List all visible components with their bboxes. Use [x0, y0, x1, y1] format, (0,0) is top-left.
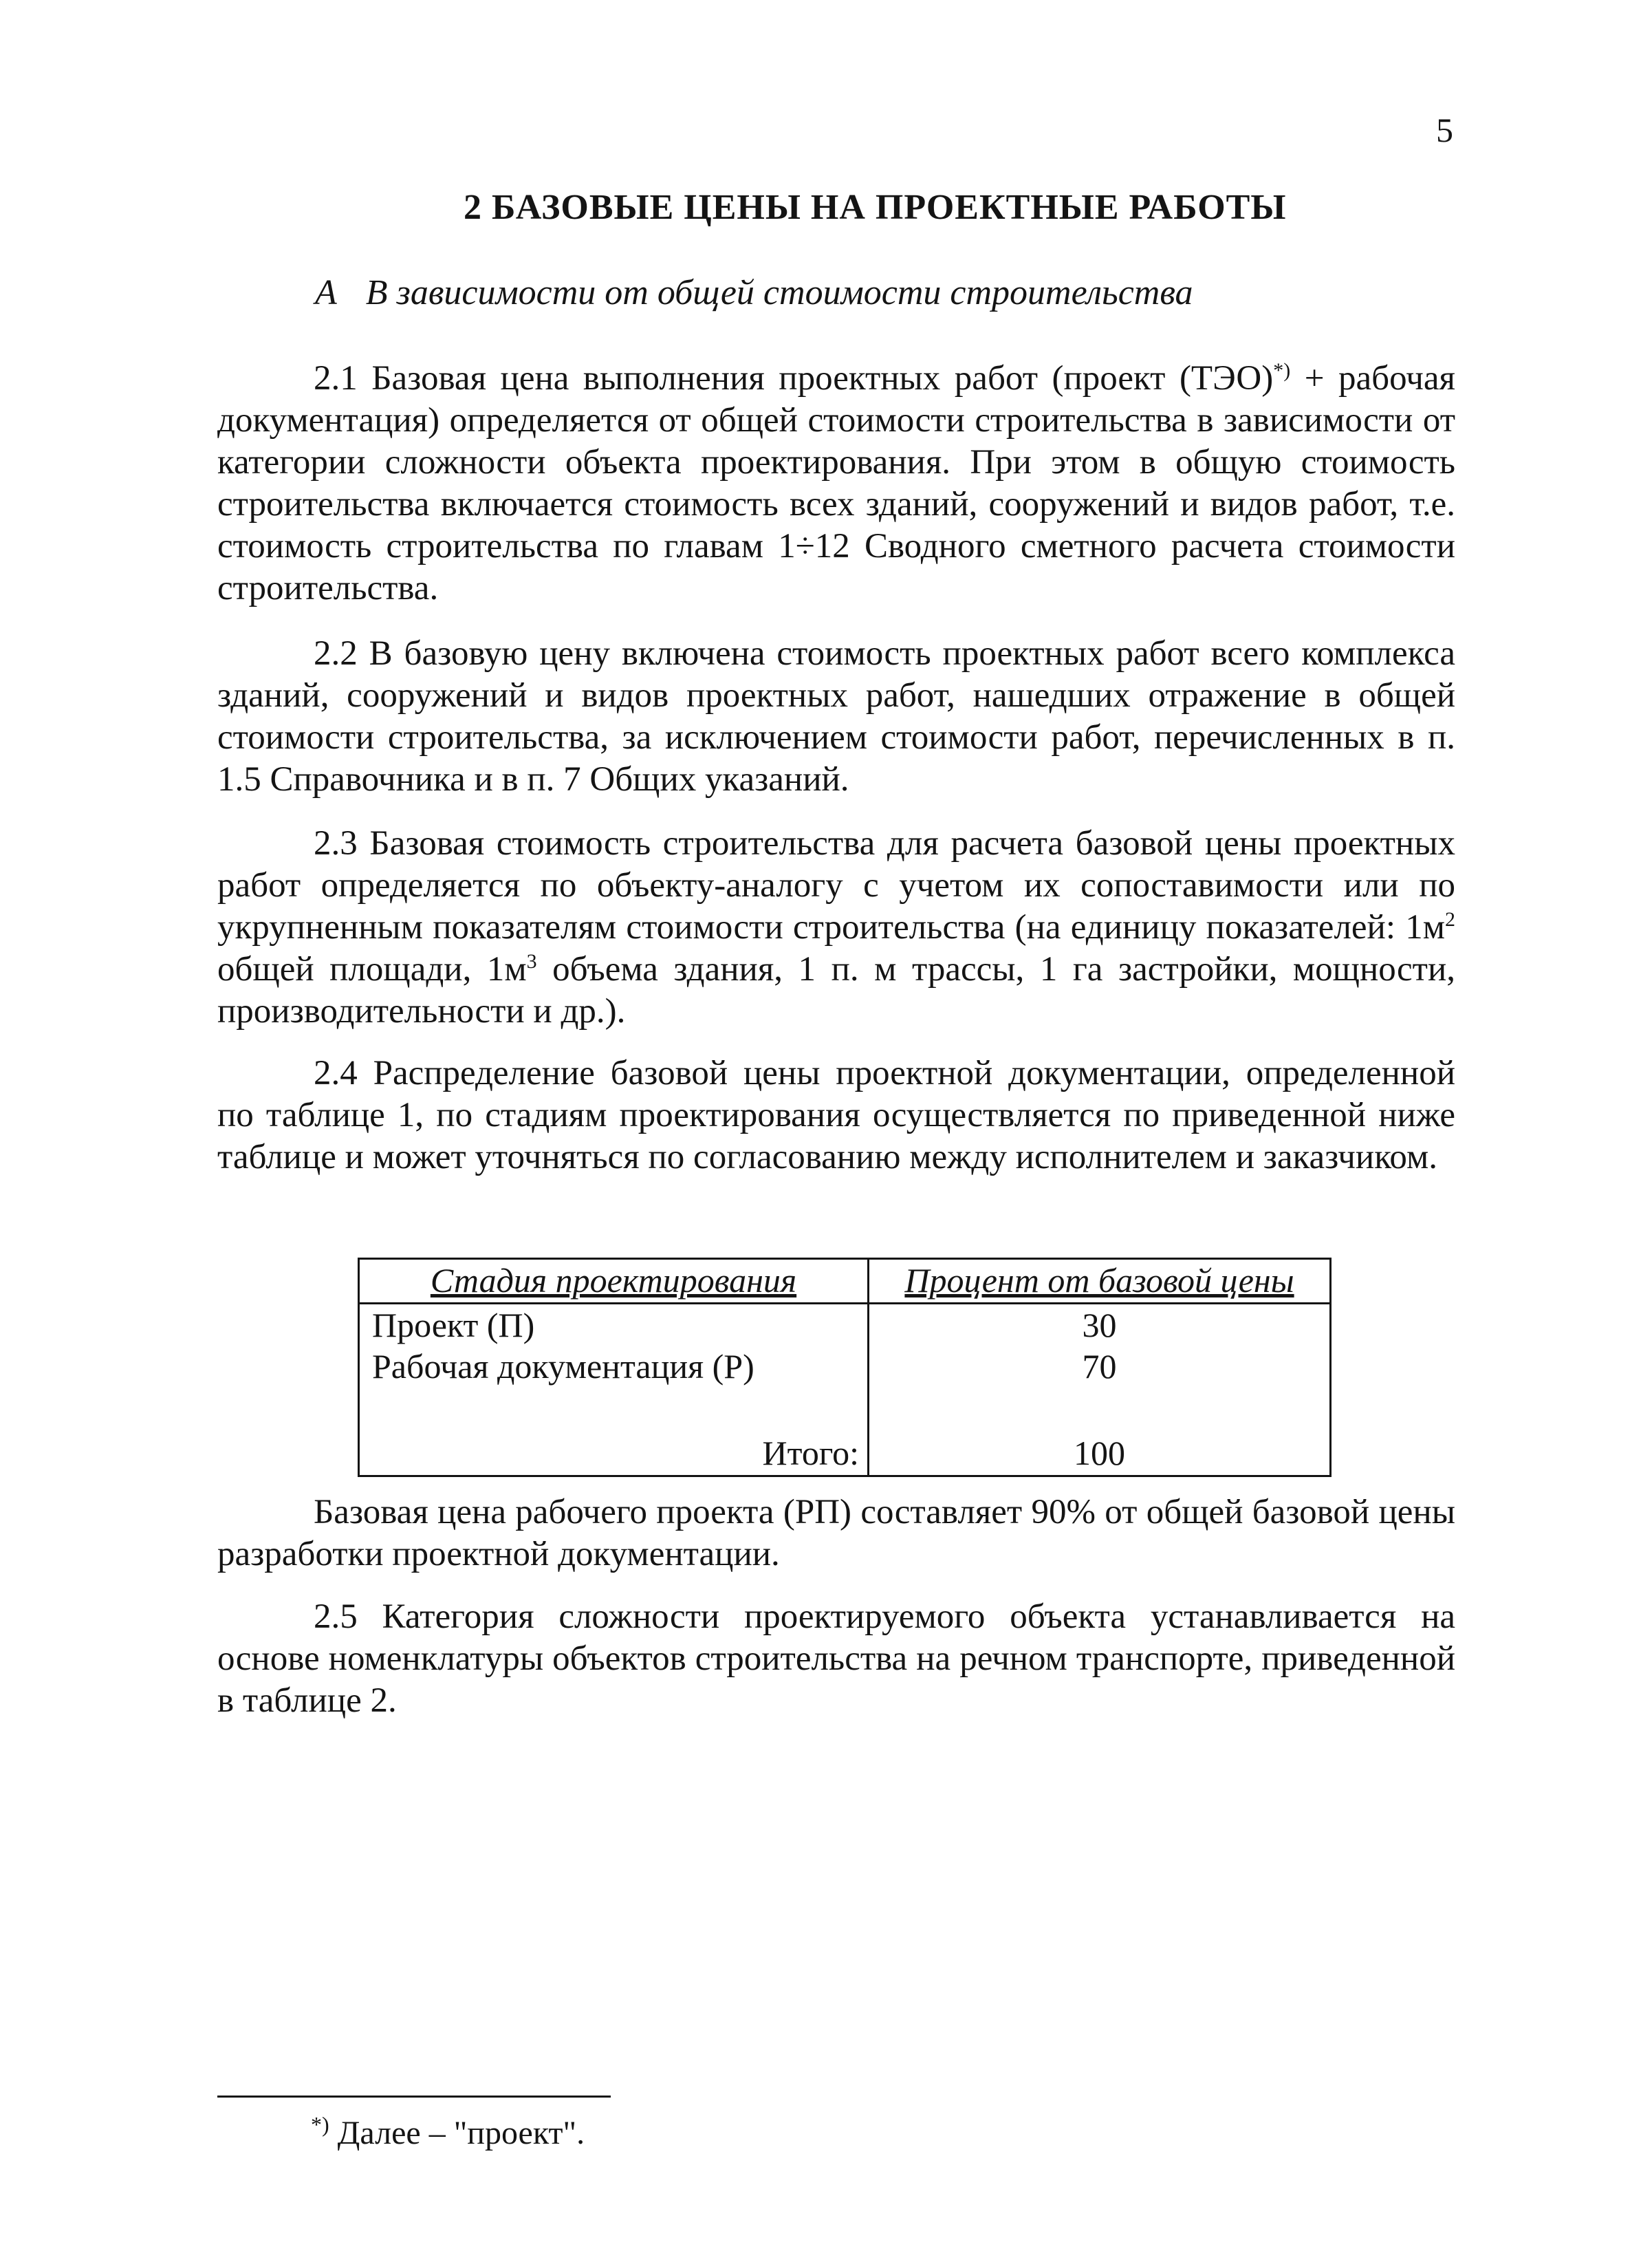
footnote-text: Далее – "проект". [329, 2115, 585, 2151]
paragraph-2-1 [217, 358, 1455, 610]
paragraph-2-3 [217, 823, 1455, 1033]
paragraph-2-3-text-a: 2.3 Базовая стоимость строительства для расчета базовой цены проектных работ определяется по объекту-аналогу с учетом их сопоставимости или по укрупненным показателям стоимости строительства (на единицу показателей: 1м [217, 824, 1455, 947]
total-value: 100 [1074, 1434, 1125, 1472]
subsection-title: В зависимости от общей стоимости строительства [365, 273, 1193, 312]
page-number: 5 [1436, 111, 1453, 149]
table-percent-cell [869, 1304, 1331, 1476]
table-body-row [359, 1304, 1331, 1476]
stage-project: Проект (П) [372, 1306, 535, 1344]
footnote-rule [217, 2096, 611, 2098]
subsection-letter: А [315, 273, 337, 312]
stage-working-docs: Рабочая документация (Р) [372, 1347, 754, 1386]
paragraph-after-table: Базовая цена рабочего проекта (РП) составляет 90% от общей базовой цены разработки проектной документации. [217, 1493, 1455, 1573]
percent-working-docs: 70 [1082, 1347, 1117, 1386]
percent-project: 30 [1082, 1306, 1117, 1344]
footnote-reference: *) [1273, 359, 1291, 382]
superscript-cube: 3 [526, 950, 537, 973]
table-header-row [359, 1259, 1331, 1304]
table-header-percent: Процент от базовой цены [869, 1259, 1331, 1304]
stage-percent-table [358, 1258, 1332, 1477]
section-title: 2 БАЗОВЫЕ ЦЕНЫ НА ПРОЕКТНЫЕ РАБОТЫ [464, 188, 1287, 227]
superscript-square: 2 [1445, 908, 1455, 931]
footnote [311, 2112, 585, 2152]
paragraph-2-1-text-end: + рабочая документация) определяется от общей стоимости строительства в зависимости от категории сложности объекта проектирования. При этом в общую стоимость строительства включается стоимость всех зданий, сооружений и видов работ, т.е. стоимость строительства по главам 1÷12 Сводного сметного расчета стоимости строительства. [217, 359, 1455, 607]
paragraph-2-1-text-start: 2.1 Базовая цена выполнения проектных работ (проект (ТЭО) [314, 359, 1274, 398]
subsection-heading [315, 272, 1193, 313]
table-header-stage: Стадия проектирования [359, 1259, 869, 1304]
paragraph-2-3-text-b: общей площади, 1м [217, 950, 527, 989]
table-stage-cell [359, 1304, 869, 1476]
paragraph-2-3-text-c: объема здания, 1 п. м трассы, 1 га застройки, мощности, производительности и др.). [217, 950, 1455, 1031]
footnote-mark: *) [311, 2112, 329, 2137]
total-label: Итого: [762, 1434, 859, 1472]
paragraph-2-4: 2.4 Распределение базовой цены проектной документации, определенной по таблице 1, по стадиям проектирования осуществляется по приведенной ниже таблице и может уточняться по согласованию между исполнителем и заказчиком. [217, 1054, 1455, 1176]
paragraph-2-2: 2.2 В базовую цену включена стоимость проектных работ всего комплекса зданий, сооружений и видов проектных работ, нашедших отражение в общей стоимости строительства, за исключением стоимости работ, перечисленных в п. 1.5 Справочника и в п. 7 Общих указаний. [217, 634, 1455, 799]
paragraph-2-5: 2.5 Категория сложности проектируемого объекта устанавливается на основе номенклатуры объектов строительства на речном транспорте, приведенной в таблице 2. [217, 1597, 1455, 1720]
